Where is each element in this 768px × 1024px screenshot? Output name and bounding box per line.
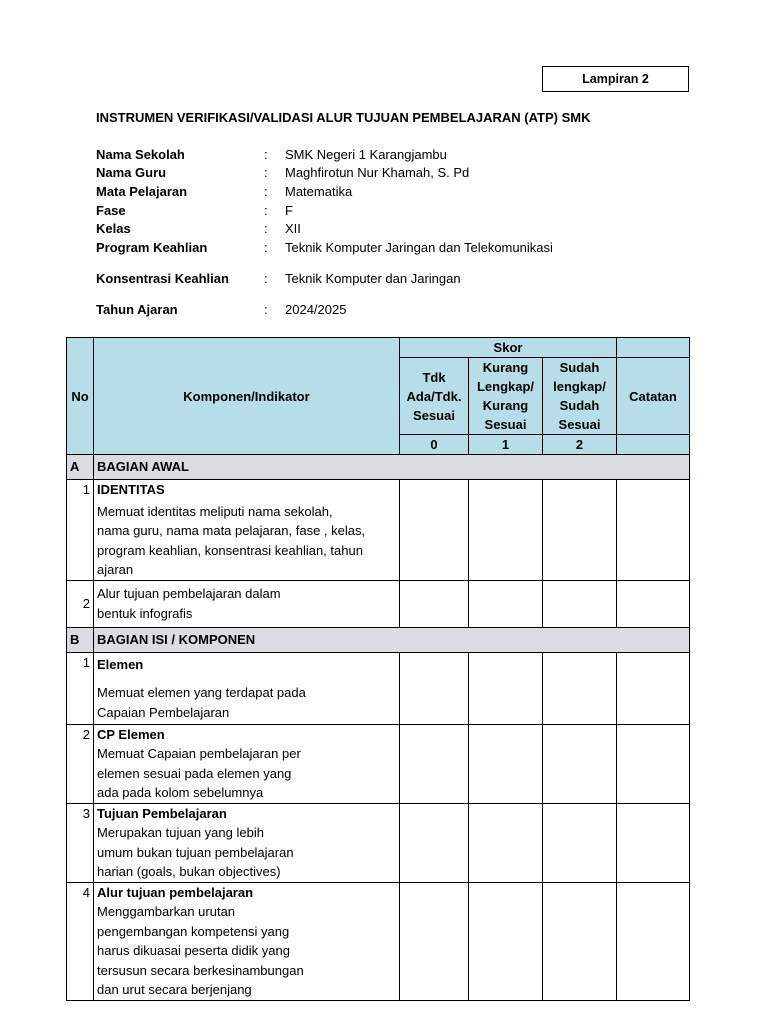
- info-label: Mata Pelajaran: [96, 184, 188, 199]
- score-cell-0[interactable]: [400, 803, 469, 882]
- row-line: Merupakan tujuan yang lebih: [97, 825, 264, 840]
- info-colon: :: [264, 240, 268, 255]
- score-cell-1[interactable]: [469, 580, 543, 627]
- header-score-line: Kurang: [482, 360, 529, 375]
- table-row: [67, 580, 690, 627]
- header-score-line: Ada/Tdk.: [406, 388, 462, 404]
- row-line: ajaran: [97, 562, 134, 577]
- header-row-skor: [67, 338, 690, 358]
- row-heading: Alur tujuan pembelajaran: [97, 884, 254, 900]
- row-line: Menggambarkan urutan: [97, 904, 236, 919]
- row-indicator: [94, 580, 400, 627]
- header-score-line: Sesuai: [413, 407, 455, 423]
- section-row-a: [67, 455, 690, 480]
- header-catatan-top: [617, 338, 690, 358]
- row-line: bentuk infografis: [97, 605, 193, 621]
- info-label: Tahun Ajaran: [96, 302, 178, 317]
- row-indicator: [94, 480, 400, 581]
- score-cell-2[interactable]: [543, 803, 617, 882]
- row-number: 2: [67, 724, 94, 803]
- document-title: INSTRUMEN VERIFIKASI/VALIDASI ALUR TUJUAN PEMBELAJARAN (ATP) SMK: [96, 110, 591, 125]
- header-score-line: Sudah: [559, 398, 600, 413]
- info-value: 2024/2025: [285, 302, 347, 317]
- catatan-cell[interactable]: [617, 652, 690, 724]
- section-title: BAGIAN AWAL: [94, 455, 690, 480]
- header-score-value-empty: [617, 435, 690, 455]
- catatan-cell[interactable]: [617, 580, 690, 627]
- row-line: elemen sesuai pada elemen yang: [97, 765, 292, 781]
- info-label: Konsentrasi Keahlian: [96, 271, 229, 286]
- row-line: ada pada kolom sebelumnya: [97, 785, 264, 800]
- score-cell-0[interactable]: [400, 480, 469, 581]
- row-indicator: [94, 652, 400, 724]
- score-cell-0[interactable]: [400, 652, 469, 724]
- section-title: BAGIAN ISI / KOMPONEN: [94, 627, 690, 652]
- header-catatan: Catatan: [617, 358, 690, 435]
- catatan-cell[interactable]: [617, 803, 690, 882]
- row-number: 1: [67, 480, 94, 581]
- score-cell-1[interactable]: [469, 724, 543, 803]
- row-number: 3: [67, 803, 94, 882]
- row-line: Alur tujuan pembelajaran dalam: [97, 586, 281, 601]
- score-cell-2[interactable]: [543, 580, 617, 627]
- header-score-0: [400, 358, 469, 435]
- section-row-b: [67, 627, 690, 652]
- header-score-2: [543, 358, 617, 435]
- header-score-value-2: 2: [543, 435, 617, 455]
- row-heading: Elemen: [97, 656, 144, 672]
- row-heading: Tujuan Pembelajaran: [97, 805, 227, 821]
- score-cell-2[interactable]: [543, 882, 617, 1000]
- info-colon: :: [264, 203, 268, 218]
- header-score-line: Lengkap/: [476, 379, 535, 394]
- info-colon: :: [264, 165, 268, 180]
- info-value: XII: [285, 221, 301, 236]
- score-cell-1[interactable]: [469, 882, 543, 1000]
- info-colon: :: [264, 221, 268, 236]
- info-label: Nama Guru: [96, 165, 167, 180]
- row-line: Memuat identitas meliputi nama sekolah,: [97, 503, 333, 519]
- score-cell-1[interactable]: [469, 480, 543, 581]
- row-line: Memuat Capaian pembelajaran per: [97, 746, 301, 761]
- row-line: Capaian Pembelajaran: [97, 704, 230, 720]
- catatan-cell[interactable]: [617, 882, 690, 1000]
- score-cell-1[interactable]: [469, 652, 543, 724]
- table-row: [67, 882, 690, 1000]
- header-skor: Skor: [400, 338, 617, 358]
- header-score-line: Sesuai: [484, 417, 527, 432]
- header-score-line: Sudah: [559, 360, 600, 375]
- table-row: [67, 480, 690, 581]
- info-value: Teknik Komputer dan Jaringan: [285, 271, 461, 286]
- table-row: [67, 724, 690, 803]
- section-code: B: [67, 627, 94, 652]
- table-row: [67, 652, 690, 724]
- score-cell-2[interactable]: [543, 652, 617, 724]
- header-score-line: Sesuai: [558, 417, 601, 432]
- info-colon: :: [264, 147, 268, 162]
- row-number: 4: [67, 882, 94, 1000]
- score-cell-2[interactable]: [543, 480, 617, 581]
- row-line: umum bukan tujuan pembelajaran: [97, 844, 294, 860]
- row-line: tersusun secara berkesinambungan: [97, 962, 304, 978]
- row-line: nama guru, nama mata pelajaran, fase , kelas,: [97, 523, 366, 538]
- row-indicator: [94, 724, 400, 803]
- section-code: A: [67, 455, 94, 480]
- info-value: Matematika: [285, 184, 353, 199]
- info-label: Nama Sekolah: [96, 147, 185, 162]
- score-cell-1[interactable]: [469, 803, 543, 882]
- header-no: No: [67, 338, 94, 455]
- catatan-cell[interactable]: [617, 480, 690, 581]
- row-heading: CP Elemen: [97, 726, 165, 742]
- row-line: pengembangan kompetensi yang: [97, 923, 290, 939]
- info-value: SMK Negeri 1 Karangjambu: [285, 147, 447, 162]
- header-score-value-1: 1: [469, 435, 543, 455]
- atp-instrument-table: [66, 337, 690, 1001]
- info-label: Fase: [96, 203, 126, 218]
- catatan-cell[interactable]: [617, 724, 690, 803]
- info-value: F: [285, 203, 293, 218]
- info-colon: :: [264, 271, 268, 286]
- row-line: program keahlian, konsentrasi keahlian, tahun: [97, 542, 363, 558]
- row-indicator: [94, 882, 400, 1000]
- score-cell-2[interactable]: [543, 724, 617, 803]
- info-label: Program Keahlian: [96, 240, 208, 255]
- row-line: dan urut secara berjenjang: [97, 982, 252, 997]
- header-score-1: [469, 358, 543, 435]
- score-cell-0[interactable]: [400, 882, 469, 1000]
- header-score-line: Tdk: [422, 369, 446, 385]
- info-colon: :: [264, 184, 268, 199]
- row-indicator: [94, 803, 400, 882]
- table-row: [67, 803, 690, 882]
- row-heading: IDENTITAS: [97, 482, 165, 497]
- row-number: 1: [67, 652, 94, 724]
- header-score-value-0: 0: [400, 435, 469, 455]
- header-komponen: Komponen/Indikator: [94, 338, 400, 455]
- info-value: Teknik Komputer Jaringan dan Telekomunikasi: [285, 240, 553, 255]
- header-score-line: lengkap/: [553, 379, 606, 394]
- header-score-line: Kurang: [482, 398, 529, 413]
- row-line: harus dikuasai peserta didik yang: [97, 943, 290, 958]
- row-line: harian (goals, bukan objectives): [97, 864, 281, 879]
- info-colon: :: [264, 302, 268, 317]
- row-line: Memuat elemen yang terdapat pada: [97, 685, 306, 700]
- score-cell-0[interactable]: [400, 580, 469, 627]
- info-value: Maghfirotun Nur Khamah, S. Pd: [285, 165, 470, 180]
- score-cell-0[interactable]: [400, 724, 469, 803]
- row-number: 2: [67, 580, 94, 627]
- lampiran-label: Lampiran 2: [542, 66, 689, 92]
- info-label: Kelas: [96, 221, 131, 236]
